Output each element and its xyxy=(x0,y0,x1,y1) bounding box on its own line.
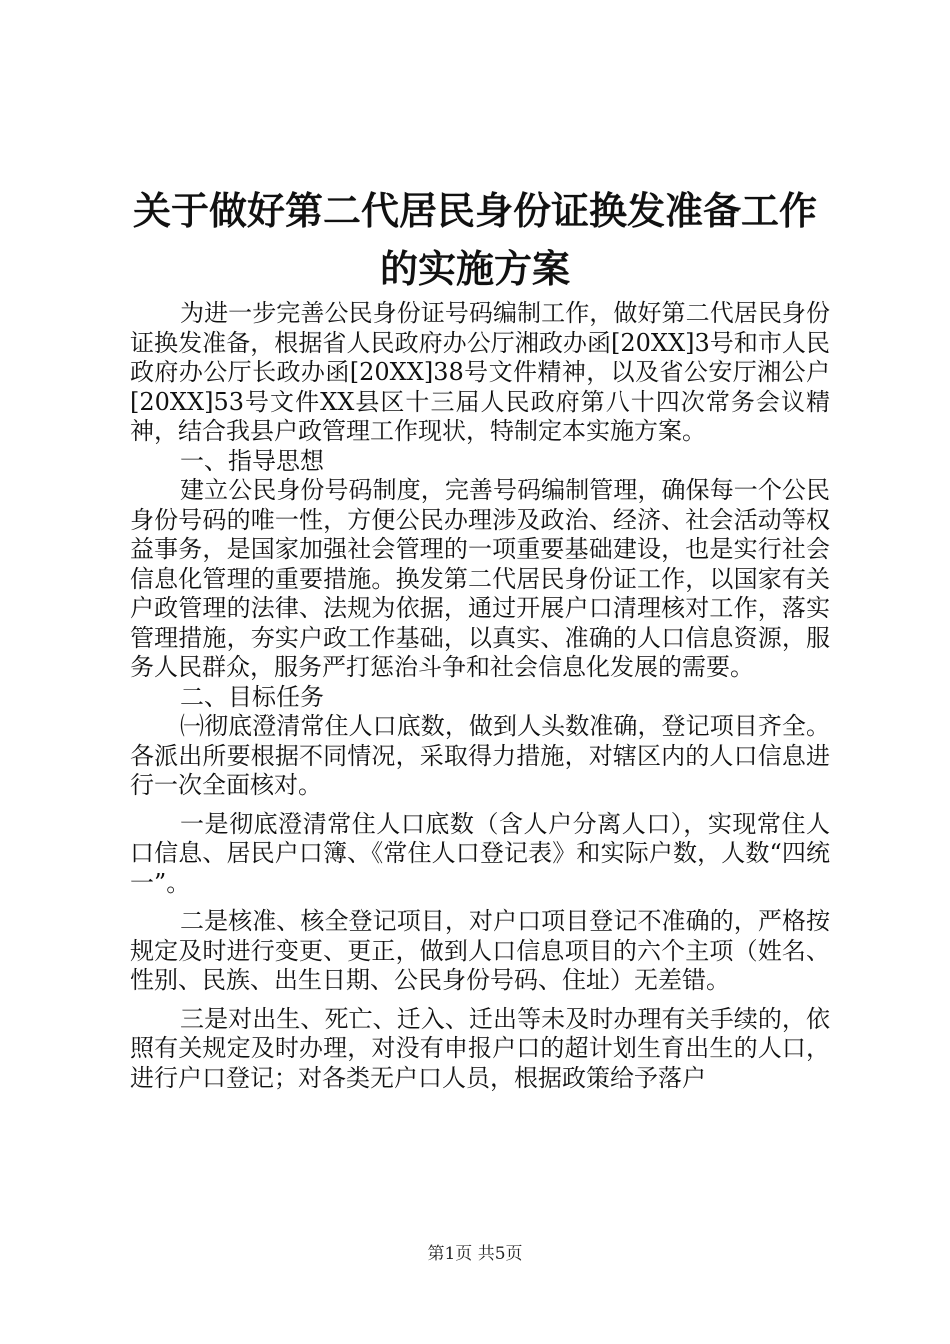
task-1-item-3-paragraph: 三是对出生、死亡、迁入、迁出等未及时办理有关手续的，依照有关规定及时办理，对没有申报户口的超计划生育出生的人口，进行户口登记；对各类无户口人员，根据政策给予落户 xyxy=(130,1004,830,1092)
section-heading-guiding-ideology: 一、指导思想 xyxy=(180,446,324,475)
task-1-paragraph: ㈠彻底澄清常住人口底数，做到人头数准确，登记项目齐全。各派出所要根据不同情况，采取得力措施，对辖区内的人口信息进行一次全面核对。 xyxy=(130,712,830,799)
task-1-item-1-paragraph: 一是彻底澄清常住人口底数（含人户分离人口），实现常住人口信息、居民户口簿、《常住人口登记表》和实际户数，人数“四统一”。 xyxy=(130,809,830,897)
page-number-footer: 第1页 共5页 xyxy=(427,1244,523,1264)
guiding-ideology-paragraph: 建立公民身份号码制度，完善号码编制管理，确保每一个公民身份号码的唯一性，方便公民办理涉及政治、经济、社会活动等权益事务，是国家加强社会管理的一项重要基础建设，也是实行社会信息化管理的重要措施。换发第二代居民身份证工作，以国家有关户政管理的法律、法规为依据，通过开展户口清理核对工作，落实管理措施，夯实户政工作基础，以真实、准确的人口信息资源，服务人民群众，服务严打惩治斗争和社会信息化发展的需要。 xyxy=(130,476,830,681)
task-1-item-2-paragraph: 二是核准、核全登记项目，对户口项目登记不准确的，严格按规定及时进行变更、更正，做到人口信息项目的六个主项（姓名、性别、民族、出生日期、公民身份号码、住址）无差错。 xyxy=(130,907,830,994)
document-title: 关于做好第二代居民身份证换发准备工作的实施方案 xyxy=(132,189,817,291)
section-heading-goals-tasks: 二、目标任务 xyxy=(180,682,324,711)
document-body xyxy=(130,299,830,1093)
intro-paragraph: 为进一步完善公民身份证号码编制工作，做好第二代居民身份证换发准备，根据省人民政府办公厅湘政办函[20XX]3号和市人民政府办公厅长政办函[20XX]38号文件精神，以及省公安厅湘公户[20XX]53号文件XX县区十三届人民政府第八十四次常务会议精神，结合我县户政管理工作现状，特制定本实施方案。 xyxy=(130,299,830,445)
